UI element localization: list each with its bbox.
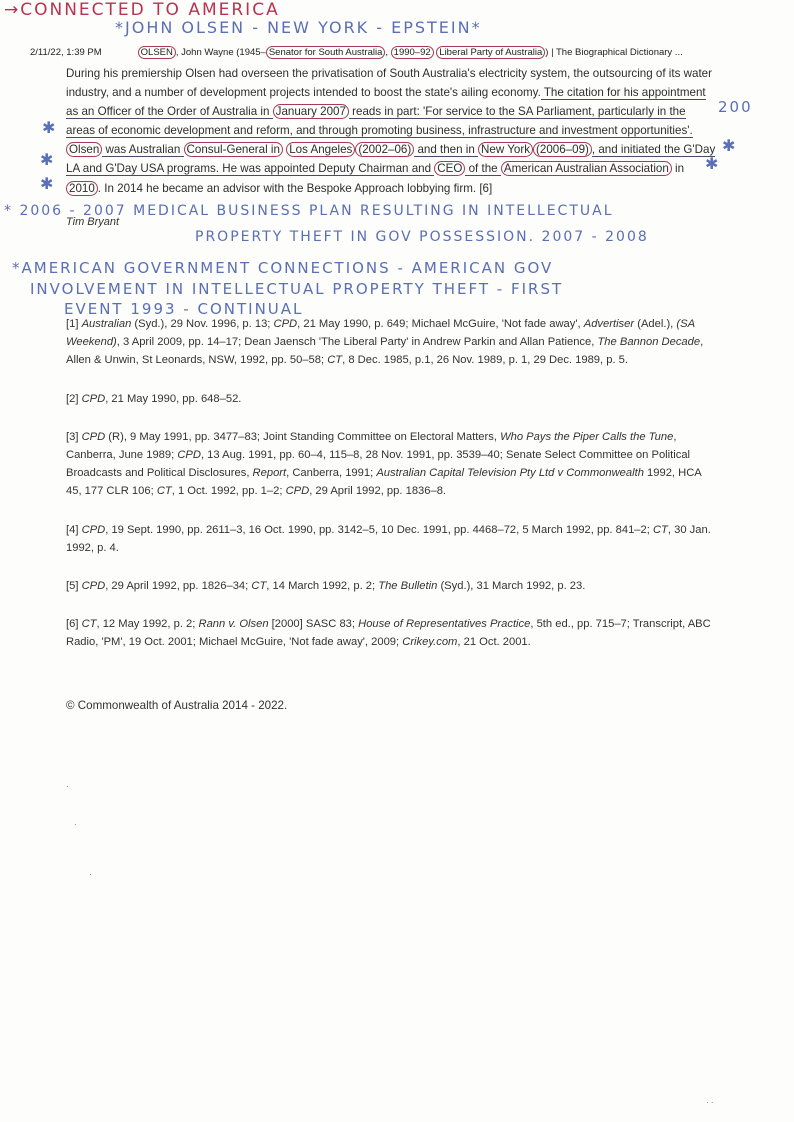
reference-title: Crikey.com: [402, 636, 458, 649]
copyright-notice: © Commonwealth of Australia 2014 - 2022.: [66, 699, 288, 712]
para-text: and then in: [414, 143, 479, 157]
reference-text: (Adel.),: [634, 318, 677, 330]
circled-party: Liberal Party of Australia: [436, 46, 545, 59]
reference-title: CT: [327, 354, 343, 367]
reference-title: Advertiser: [583, 318, 635, 330]
scan-speck: · ·: [706, 1098, 714, 1107]
reference-number: [1]: [66, 318, 79, 330]
circled-new-york: New York: [478, 142, 533, 157]
print-timestamp: 2/11/22, 1:39 PM: [30, 47, 102, 58]
circled-ceo: CEO: [434, 161, 465, 176]
reference-title: House of Representatives Practice: [358, 618, 531, 631]
reference-text: , Allen & Unwin, St Leonards, NSW, 1992, pp. 50–58;: [66, 336, 704, 367]
reference-text: , 14 March 1992, p. 2;: [266, 580, 379, 593]
reference-text: 1992, HCA 45, 177 CLR 106;: [66, 467, 702, 498]
references-list: [66, 315, 718, 672]
handwritten-note: * 2006 - 2007 MEDICAL BUSINESS PLAN RESULTING IN INTELLECTUAL: [4, 203, 614, 219]
reference-text: (Syd.), 29 Nov. 1996, p. 13;: [131, 318, 274, 330]
biography-paragraph: [66, 64, 719, 198]
scan-speck: ·: [89, 870, 92, 879]
handwritten-margin-number: 200: [718, 98, 753, 116]
reference-title: The Bulletin: [378, 580, 438, 593]
reference-title: CPD: [273, 318, 298, 330]
reference-number: [2]: [66, 392, 79, 405]
reference-entry: [66, 428, 718, 501]
circled-date: January 2007: [273, 104, 349, 119]
print-header: 2/11/22, 1:39 PM OLSEN , John Wayne (1945– Senator for South Australia , 1990–92 Liberal Party of Australia ) | The Biographical Dictionary ...: [30, 47, 683, 58]
reference-title: Who Pays the Piper Calls the Tune: [500, 430, 674, 443]
reference-text: , 19 Sept. 1990, pp. 2611–3, 16 Oct. 1990, pp. 3142–5, 10 Dec. 1991, pp. 4468–72, 5 March 1992, pp. 841–2;: [105, 523, 653, 536]
handwritten-note: *AMERICAN GOVERNMENT CONNECTIONS - AMERICAN GOV: [12, 259, 554, 277]
asterisk-mark-icon: ✱: [40, 176, 54, 193]
header-tail: ) | The Biographical Dictionary ...: [545, 47, 683, 58]
reference-text: [2000] SASC 83;: [268, 618, 359, 631]
reference-title: CT: [652, 523, 668, 536]
reference-title: (SA Weekend): [66, 318, 695, 349]
reference-title: Report: [252, 467, 287, 480]
circled-years: 1990–92: [391, 46, 434, 59]
reference-title: CPD: [81, 430, 106, 443]
para-text: in: [671, 162, 685, 176]
reference-title: CPD: [81, 580, 106, 593]
para-text: of the: [465, 162, 501, 176]
para-citation: reads in part: 'For service to the SA Parliament, particularly in the areas of economic development and reform, and through promoting business, infrastructure and investment opportunities'.: [66, 105, 693, 138]
circled-name: OLSEN: [138, 46, 176, 59]
reference-text: , 8 Dec. 1985, p.1, 26 Nov. 1989, p. 1, 29 Dec. 1989, p. 5.: [342, 354, 629, 367]
reference-text: , 13 Aug. 1991, pp. 60–4, 115–8, 28 Nov. 1991, pp. 3539–40; Senate Select Committee on Political Broadcasts and Political Disclosures,: [66, 449, 691, 480]
reference-text: (Syd.), 31 March 1992, p. 23.: [437, 580, 586, 593]
scan-speck: ·: [74, 820, 77, 829]
reference-number: [5]: [66, 580, 79, 593]
reference-title: CPD: [81, 392, 106, 405]
reference-title: CT: [81, 618, 97, 631]
reference-text: , 29 April 1992, pp. 1826–34;: [105, 580, 252, 593]
reference-entry: [66, 390, 718, 408]
circled-ny-years: (2006–09): [533, 142, 592, 157]
header-fullname: , John Wayne (1945–: [175, 47, 266, 58]
circled-la-years: (2002–06): [355, 142, 414, 157]
reference-number: [3]: [66, 430, 79, 443]
handwritten-note: EVENT 1993 - CONTINUAL: [64, 300, 304, 318]
reference-text: , Canberra, June 1989;: [66, 430, 677, 462]
circled-los-angeles: Los Angeles: [286, 142, 355, 157]
scan-speck: ·: [66, 782, 69, 791]
reference-title: CPD: [177, 449, 201, 462]
asterisk-mark-icon: ✱: [40, 152, 54, 169]
reference-title: CPD: [81, 523, 106, 536]
asterisk-mark-icon: ✱: [705, 156, 719, 173]
circled-aaa: American Australian Association: [501, 161, 672, 176]
reference-entry: [66, 521, 718, 557]
circled-olsen: Olsen: [66, 142, 102, 157]
reference-title: Australian Capital Television Pty Ltd v Commonwealth: [376, 467, 644, 480]
reference-title: CT: [251, 580, 267, 593]
reference-text: , 5th ed., pp. 715–7; Transcript, ABC Radio, 'PM', 19 Oct. 2001; Michael McGuire, 'Not fade away', 2009;: [66, 618, 711, 649]
reference-title: Australian: [81, 318, 132, 330]
handwritten-note: INVOLVEMENT IN INTELLECTUAL PROPERTY THEFT - FIRST: [30, 280, 564, 298]
reference-text: , Canberra, 1991;: [286, 467, 377, 480]
reference-text: , 21 Oct. 2001.: [457, 636, 531, 649]
reference-text: , 29 April 1992, pp. 1836–8.: [309, 485, 447, 498]
handwritten-note: PROPERTY THEFT IN GOV POSSESSION. 2007 - 2008: [195, 229, 649, 245]
circled-2010: 2010: [66, 181, 98, 196]
reference-title: Rann v. Olsen: [198, 618, 269, 631]
para-text: . In 2014 he became an advisor with the Bespoke Approach lobbying firm. [6]: [97, 181, 493, 195]
reference-entry: [66, 577, 718, 595]
reference-text: , 3 April 2009, pp. 14–17; Dean Jaensch 'The Liberal Party' in Andrew Parkin and Allan Patience,: [116, 336, 598, 349]
para-text-underlined: The citation for his appointment as an Officer of the Order of Australia in: [66, 86, 706, 119]
author-name: Tim Bryant: [66, 216, 120, 228]
reference-title: CPD: [285, 485, 310, 498]
para-text: During his premiership Olsen had overseen the privatisation of South Australia's electricity system, the outsourcing of its water industry, and a number of development projects intended to boost the state's ailing economy.: [66, 67, 712, 100]
para-text: was Australian: [102, 143, 184, 157]
reference-title: CT: [156, 485, 172, 498]
handwritten-subheading: *JOHN OLSEN - NEW YORK - EPSTEIN*: [115, 18, 482, 37]
para-text: , and initiated the G'Day LA and G'Day USA programs. He was appointed Deputy Chairman and: [66, 143, 716, 176]
asterisk-mark-icon: ✱: [42, 120, 56, 137]
handwritten-heading: →CONNECTED TO AMERICA: [4, 0, 280, 20]
reference-text: , 12 May 1992, p. 2;: [96, 618, 199, 631]
circled-role: Senator for South Australia: [266, 46, 386, 59]
reference-text: , 21 May 1990, p. 649; Michael McGuire, 'Not fade away',: [297, 318, 584, 330]
reference-text: , 30 Jan. 1992, p. 4.: [66, 523, 711, 554]
reference-text: (R), 9 May 1991, pp. 3477–83; Joint Standing Committee on Electoral Matters,: [105, 430, 501, 443]
reference-title: The Bannon Decade: [597, 336, 701, 349]
asterisk-mark-icon: ✱: [722, 138, 736, 155]
reference-entry: [66, 315, 718, 370]
reference-text: , 1 Oct. 1992, pp. 1–2;: [171, 485, 286, 498]
reference-number: [6]: [66, 618, 79, 631]
reference-entry: [66, 615, 718, 651]
circled-consul: Consul-General in: [184, 142, 283, 157]
reference-text: , 21 May 1990, pp. 648–52.: [105, 392, 242, 405]
reference-number: [4]: [66, 523, 79, 536]
